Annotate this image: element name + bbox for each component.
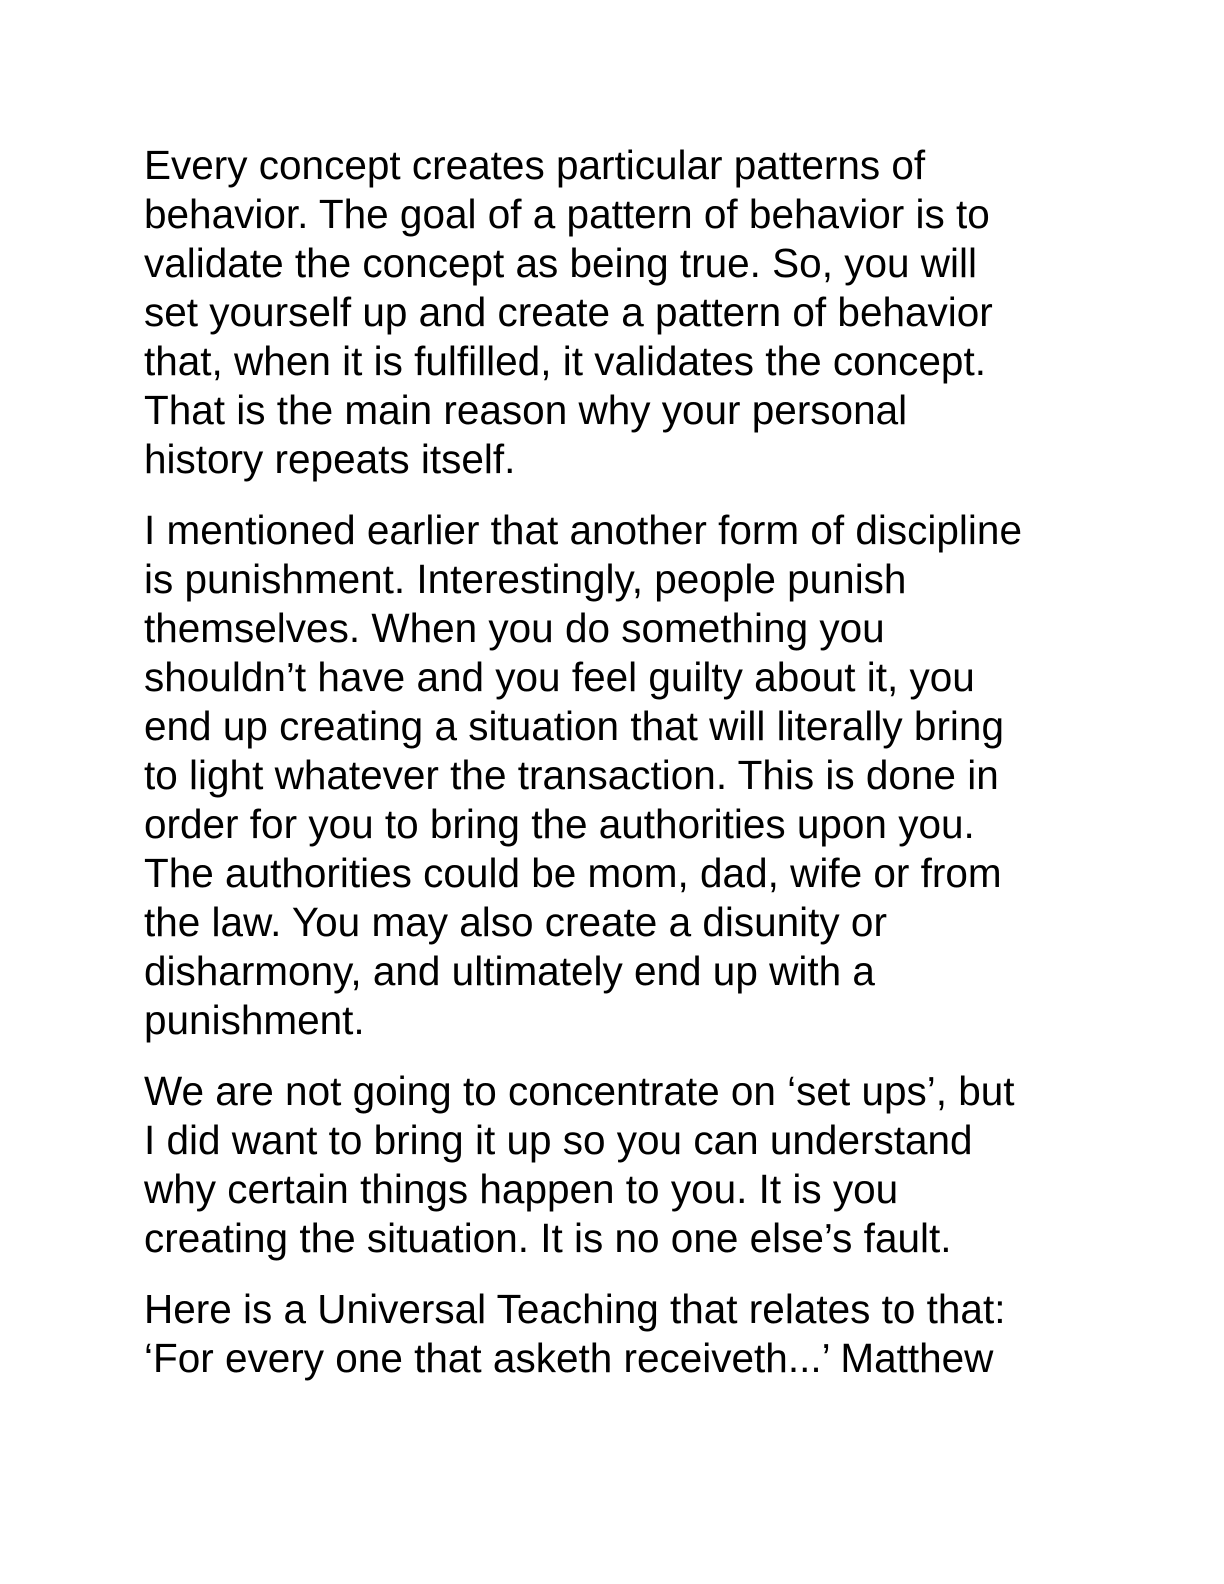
text-line: Here is a Universal Teaching that relates to that: bbox=[144, 1286, 1006, 1332]
text-line: disharmony, and ultimately end up with a bbox=[144, 948, 875, 994]
text-line: the law. You may also create a disunity or bbox=[144, 899, 887, 945]
text-line: history repeats itself. bbox=[144, 436, 516, 482]
body-text bbox=[144, 141, 1080, 1405]
text-line: behavior. The goal of a pattern of behavior is to bbox=[144, 191, 990, 237]
text-line: that, when it is fulfilled, it validates the concept. bbox=[144, 338, 986, 384]
text-line: The authorities could be mom, dad, wife or from bbox=[144, 850, 1002, 896]
text-line: I did want to bring it up so you can understand bbox=[144, 1117, 973, 1163]
paragraph-4 bbox=[144, 1285, 1080, 1383]
text-line: set yourself up and create a pattern of behavior bbox=[144, 289, 993, 335]
text-line: punishment. bbox=[144, 997, 365, 1043]
text-line: shouldn’t have and you feel guilty about it, you bbox=[144, 654, 975, 700]
text-line: why certain things happen to you. It is you bbox=[144, 1166, 899, 1212]
text-line: validate the concept as being true. So, you will bbox=[144, 240, 977, 286]
text-line: We are not going to concentrate on ‘set ups’, but bbox=[144, 1068, 1015, 1114]
text-line: Every concept creates particular patterns of bbox=[144, 142, 926, 188]
text-line: That is the main reason why your personal bbox=[144, 387, 908, 433]
text-line: is punishment. Interestingly, people punish bbox=[144, 556, 907, 602]
paragraph-3 bbox=[144, 1067, 1080, 1263]
text-line: order for you to bring the authorities upon you. bbox=[144, 801, 975, 847]
text-line: creating the situation. It is no one else’s fault. bbox=[144, 1215, 952, 1261]
text-line: I mentioned earlier that another form of discipline bbox=[144, 507, 1022, 553]
paragraph-2 bbox=[144, 506, 1080, 1045]
text-line: end up creating a situation that will literally bring bbox=[144, 703, 1004, 749]
text-line: ‘For every one that asketh receiveth...’ Matthew bbox=[144, 1335, 994, 1381]
text-line: to light whatever the transaction. This is done in bbox=[144, 752, 999, 798]
paragraph-1 bbox=[144, 141, 1080, 484]
text-line: themselves. When you do something you bbox=[144, 605, 885, 651]
